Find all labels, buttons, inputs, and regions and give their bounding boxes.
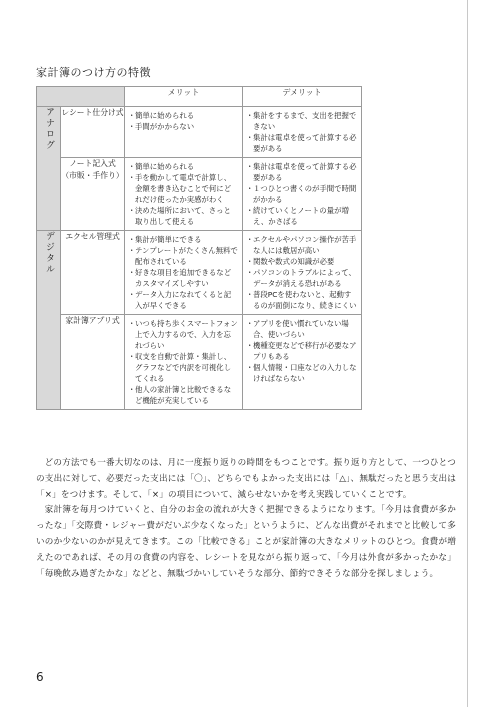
method-name: 家計簿アプリ式 <box>65 316 120 325</box>
merit-cell <box>125 231 243 315</box>
method-name: ノート記入式 <box>69 159 116 168</box>
demerit-cell <box>243 231 362 315</box>
list-item: ・ １つひとつ書くのが手間で時間がかかる <box>246 183 357 205</box>
list-item: ・ 決めた場所において、さっと取り出して使える <box>128 205 238 227</box>
list-item: ・ 関数や数式の知識が必要 <box>246 256 357 267</box>
table-row <box>37 158 362 231</box>
list-item: ・ 集計が簡単にできる <box>128 234 238 245</box>
paragraph: どの方法でも一番大切なのは、月に一度振り返りの時間をもつことです。振り返り方として、一つひとつの支出に対して、必要だった支出には「〇」、どちらでもよかった支出には「△」、無駄だったと思う支出は「×」をつけます。そして、「×」の項目について、減らせないかを考え実践していくことです。 <box>36 458 456 500</box>
list-item: ・ 集計をするまで、支出を把握できない <box>246 110 357 132</box>
method-name: エクセル管理式 <box>65 232 120 241</box>
list-item: ・ いつも持ち歩くスマートフォン上で入力するので、入力を忘れづらい <box>128 318 238 351</box>
list-item: ・ 続けていくとノートの量が増え、かさばる <box>246 205 357 227</box>
list-item: ・ 集計は電卓を使って計算する必要がある <box>246 161 357 183</box>
list-item: ・ 他人の家計簿と比較できるなど機能が充実している <box>128 384 238 406</box>
list-item: ・ 簡単に始められる <box>128 161 238 172</box>
list-item: ・ 簡単に始められる <box>128 110 238 121</box>
merit-cell <box>125 107 243 158</box>
category-digital <box>37 231 61 410</box>
method-name: レシート仕分け式 <box>61 108 124 117</box>
body-text <box>36 456 456 582</box>
list-item: ・ 普段PCを使わないと、起動するのが面倒になり、続きにくい <box>246 289 357 311</box>
list-item: ・ 集計は電卓を使って計算する必要がある <box>246 132 357 154</box>
list-item: ・ テンプレートがたくさん無料で配布されている <box>128 245 238 267</box>
method-cell <box>61 107 125 158</box>
list-item: ・ 機種変更などで移行が必要なアプリもある <box>246 340 357 362</box>
comparison-table <box>36 86 362 410</box>
list-item: ・ パソコンのトラブルによって、データが消える恐れがある <box>246 267 357 289</box>
demerit-header: デメリット <box>243 87 362 107</box>
table-header-row <box>37 87 362 107</box>
list-item: ・ 手間がかからない <box>128 121 238 132</box>
merit-cell <box>125 158 243 231</box>
list-item: ・ 好きな項目を追加できるなどカスタマイズしやすい <box>128 267 238 289</box>
table-row <box>37 315 362 410</box>
list-item: ・ データ入力になれてくると記入が早くできる <box>128 289 238 311</box>
page-number: 6 <box>36 670 44 684</box>
method-cell <box>61 315 125 410</box>
section-title: 家計簿のつけ方の特徴 <box>36 66 151 79</box>
table-row <box>37 231 362 315</box>
list-item: ・ アプリを使い慣れていない場合、使いづらい <box>246 318 357 340</box>
merit-cell <box>125 315 243 410</box>
list-item: ・ エクセルやパソコン操作が苦手な人には敷居が高い <box>246 234 357 256</box>
list-item: ・ 手を動かして電卓で計算し、金額を書き込むことで何にどれだけ使ったか実感がわく <box>128 172 238 205</box>
page-margin-rule <box>467 0 468 707</box>
category-label: デジタル <box>44 231 54 275</box>
list-item: ・ 個人情報・口座などの入力しなければならない <box>246 362 357 384</box>
list-item: ・ 収支を自動で計算・集計し、グラフなどで内訳を可視化してくれる <box>128 351 238 384</box>
demerit-cell <box>243 315 362 410</box>
category-analog <box>37 107 61 231</box>
demerit-cell <box>243 158 362 231</box>
table-corner-cell <box>37 87 125 107</box>
demerit-cell <box>243 107 362 158</box>
table-row <box>37 107 362 158</box>
merit-header: メリット <box>125 87 243 107</box>
category-label: アナログ <box>44 107 54 151</box>
method-note: （市販・手作り） <box>61 171 124 180</box>
paragraph: 家計簿を毎月つけていくと、自分のお金の流れが大きく把握できるようになります。「今月は食費が多かったな」「交際費・レジャー費がだいぶ少なくなった」というように、どんな出費がそれまでと比較して多いのか少ないのかが見えてきます。この「比較できる」ことが家計簿の大きなメリットのひとつ。食費が増えたのであれば、その月の食費の内容を、レシートを見ながら振り返って、「今月は外食が多かったかな」「毎晩飲み過ぎたかな」などと、無駄づかいしていそうな部分、節約できそうな部分を探しましょう。 <box>36 505 456 579</box>
method-cell <box>61 158 125 231</box>
method-cell <box>61 231 125 315</box>
